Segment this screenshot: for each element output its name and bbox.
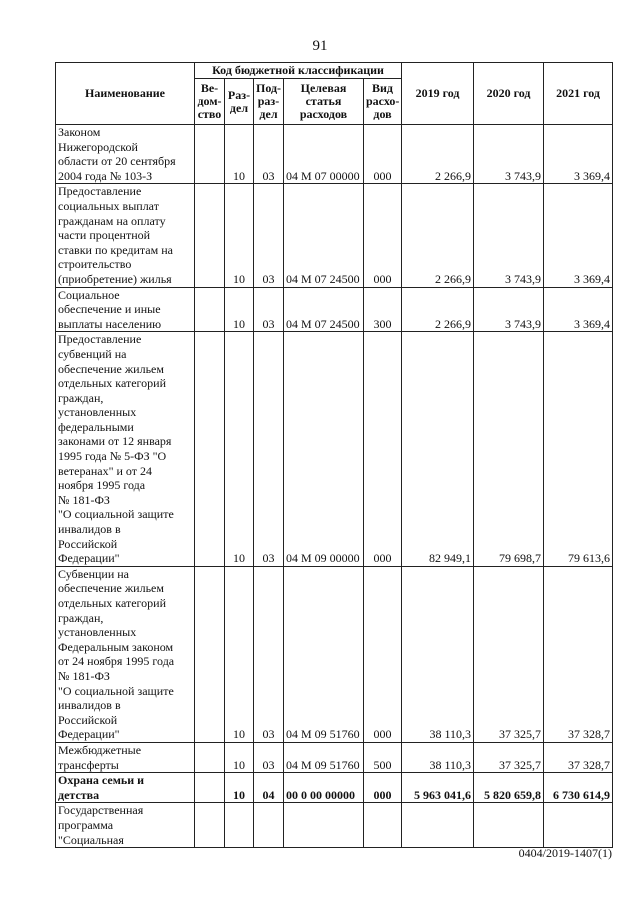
row-2020-cell: 3 743,9 — [474, 287, 544, 332]
row-2021-cell: 37 328,7 — [544, 742, 613, 772]
row-2019-cell: 82 949,1 — [402, 332, 474, 567]
header-expense-type: Вид расхо- дов — [364, 79, 402, 125]
row-subsection-cell: 04 — [254, 773, 284, 803]
row-subsection-cell — [254, 803, 284, 848]
row-department-cell — [195, 287, 225, 332]
table-row — [56, 184, 613, 287]
row-subsection-cell: 03 — [254, 566, 284, 742]
row-section-cell — [225, 803, 254, 848]
row-name-cell: Охрана семьи и детства — [56, 773, 195, 803]
row-name-cell: Предоставление социальных выплат гражданам на оплату части процентной ставки по кредитам на строительство (приобретение) жилья — [56, 184, 195, 287]
row-expense-type-cell — [364, 803, 402, 848]
table-row — [56, 803, 613, 848]
header-2020: 2020 год — [474, 63, 544, 125]
row-2021-cell: 3 369,4 — [544, 125, 613, 184]
row-2019-cell: 2 266,9 — [402, 184, 474, 287]
table-row — [56, 332, 613, 567]
header-subsection: Под- раз- дел — [254, 79, 284, 125]
header-section: Раз- дел — [225, 79, 254, 125]
row-name-cell: Субвенции на обеспечение жильем отдельных категорий граждан, установленных Федеральным законом от 24 ноября 1995 года № 181-ФЗ "О социальной защите инвалидов в Российской Федерации" — [56, 566, 195, 742]
row-section-cell: 10 — [225, 125, 254, 184]
row-section-cell: 10 — [225, 332, 254, 567]
row-target-article-cell: 04 М 09 51760 — [284, 742, 364, 772]
row-2019-cell — [402, 803, 474, 848]
row-2019-cell: 5 963 041,6 — [402, 773, 474, 803]
row-subsection-cell: 03 — [254, 125, 284, 184]
row-2020-cell: 3 743,9 — [474, 125, 544, 184]
header-name: Наименование — [56, 63, 195, 125]
row-2019-cell: 38 110,3 — [402, 566, 474, 742]
row-2021-cell: 79 613,6 — [544, 332, 613, 567]
row-target-article-cell: 04 М 09 51760 — [284, 566, 364, 742]
row-2021-cell: 6 730 614,9 — [544, 773, 613, 803]
row-name-cell: Государственная программа "Социальная — [56, 803, 195, 848]
row-expense-type-cell: 500 — [364, 742, 402, 772]
table-row — [56, 125, 613, 184]
row-section-cell: 10 — [225, 287, 254, 332]
row-target-article-cell: 04 М 07 00000 — [284, 125, 364, 184]
row-subsection-cell: 03 — [254, 742, 284, 772]
table-body — [56, 125, 613, 848]
row-name-cell: Межбюджетные трансферты — [56, 742, 195, 772]
row-department-cell — [195, 803, 225, 848]
header-target-article: Целевая статья расходов — [284, 79, 364, 125]
row-2020-cell: 5 820 659,8 — [474, 773, 544, 803]
row-2020-cell — [474, 803, 544, 848]
row-department-cell — [195, 125, 225, 184]
row-department-cell — [195, 332, 225, 567]
row-2019-cell: 38 110,3 — [402, 742, 474, 772]
row-expense-type-cell: 000 — [364, 332, 402, 567]
table-row — [56, 566, 613, 742]
row-target-article-cell: 00 0 00 00000 — [284, 773, 364, 803]
table-row — [56, 773, 613, 803]
header-2019: 2019 год — [402, 63, 474, 125]
row-department-cell — [195, 773, 225, 803]
row-target-article-cell: 04 М 07 24500 — [284, 287, 364, 332]
row-subsection-cell: 03 — [254, 332, 284, 567]
row-target-article-cell: 04 М 07 24500 — [284, 184, 364, 287]
row-2021-cell: 37 328,7 — [544, 566, 613, 742]
row-expense-type-cell: 300 — [364, 287, 402, 332]
row-expense-type-cell: 000 — [364, 184, 402, 287]
row-expense-type-cell: 000 — [364, 773, 402, 803]
row-section-cell: 10 — [225, 773, 254, 803]
row-2021-cell: 3 369,4 — [544, 287, 613, 332]
row-department-cell — [195, 742, 225, 772]
row-expense-type-cell: 000 — [364, 566, 402, 742]
row-section-cell: 10 — [225, 566, 254, 742]
row-2019-cell: 2 266,9 — [402, 287, 474, 332]
row-target-article-cell — [284, 803, 364, 848]
row-2021-cell — [544, 803, 613, 848]
row-name-cell: Законом Нижегородской области от 20 сентября 2004 года № 103-З — [56, 125, 195, 184]
header-classification-group: Код бюджетной классификации — [195, 63, 402, 79]
row-section-cell: 10 — [225, 742, 254, 772]
header-2021: 2021 год — [544, 63, 613, 125]
row-subsection-cell: 03 — [254, 287, 284, 332]
row-2020-cell: 79 698,7 — [474, 332, 544, 567]
row-section-cell: 10 — [225, 184, 254, 287]
row-department-cell — [195, 566, 225, 742]
page-number: 91 — [312, 38, 328, 54]
table-row — [56, 287, 613, 332]
row-2019-cell: 2 266,9 — [402, 125, 474, 184]
row-2020-cell: 3 743,9 — [474, 184, 544, 287]
table-row — [56, 742, 613, 772]
row-name-cell: Предоставление субвенций на обеспечение жильем отдельных категорий граждан, установленных федеральными законами от 12 января 1995 года № 5-ФЗ "О ветеранах" и от 24 ноября 1995 года № 181-ФЗ "О социальной защите инвалидов в Российской Федерации" — [56, 332, 195, 567]
budget-table — [55, 62, 613, 848]
document-code: 0404/2019-1407(1) — [518, 846, 612, 860]
row-subsection-cell: 03 — [254, 184, 284, 287]
row-2021-cell: 3 369,4 — [544, 184, 613, 287]
header-department: Ве- дом- ство — [195, 79, 225, 125]
row-target-article-cell: 04 М 09 00000 — [284, 332, 364, 567]
row-2020-cell: 37 325,7 — [474, 566, 544, 742]
row-2020-cell: 37 325,7 — [474, 742, 544, 772]
row-expense-type-cell: 000 — [364, 125, 402, 184]
row-name-cell: Социальное обеспечение и иные выплаты населению — [56, 287, 195, 332]
row-department-cell — [195, 184, 225, 287]
